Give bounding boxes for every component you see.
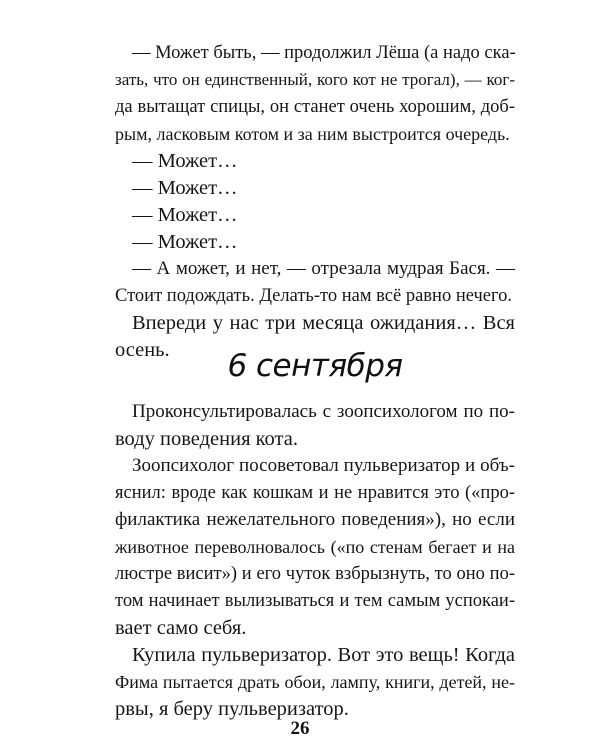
text-line: да вытащат спицы, он станет очень хорошим, доб- <box>115 97 515 117</box>
date-heading: 6 сентября <box>227 348 403 384</box>
text-line: осень. <box>115 339 170 361</box>
text-line: животное переволновалось («по стенам бегает и на <box>115 537 515 557</box>
text-line: рвы, я беру пульверизатор. <box>115 698 349 720</box>
text-line: — А может, и нет, — отрезала мудрая Бася. — <box>132 258 515 279</box>
text-line: зать, что он единственный, кого кот не трогал), — ког- <box>115 70 515 89</box>
text-line: Проконсультировалась с зоопсихологом по по- <box>132 401 515 422</box>
text-line: — Может… <box>132 150 238 172</box>
text-line: — Может… <box>132 204 238 226</box>
page-number: 26 <box>290 718 310 739</box>
text-line: Фима пытается драть обои, лампу, книги, детей, не- <box>115 672 515 692</box>
text-line: филактика нежелательного поведения»), но если <box>115 509 515 530</box>
text-line: — Может быть, — продолжил Лёша (а надо ска- <box>132 43 516 63</box>
text-line: том начинает вылизываться и тем самым успокаи- <box>115 591 515 611</box>
text-line: Впереди у нас три месяца ожидания… Вся <box>132 312 515 334</box>
text-line: Зоопсихолог посоветовал пульверизатор и объ- <box>132 455 515 476</box>
text-line: — Может… <box>132 177 238 199</box>
text-line: Стоит подождать. Делать-то нам всё равно нечего. <box>115 286 512 306</box>
text-line: воду поведения кота. <box>115 428 298 450</box>
text-line: вает само себя. <box>115 617 247 639</box>
text-line: люстре висит») и его чуток взбрызнуть, то оно по- <box>115 564 515 584</box>
text-line: Купила пульверизатор. Вот это вещь! Когда <box>132 644 515 666</box>
text-line: рым, ласковым котом и за ним выстроится очередь. <box>115 124 510 144</box>
text-line: яснил: вроде как кошкам и не нравится это («про- <box>115 483 515 503</box>
text-line: — Может… <box>132 231 238 253</box>
